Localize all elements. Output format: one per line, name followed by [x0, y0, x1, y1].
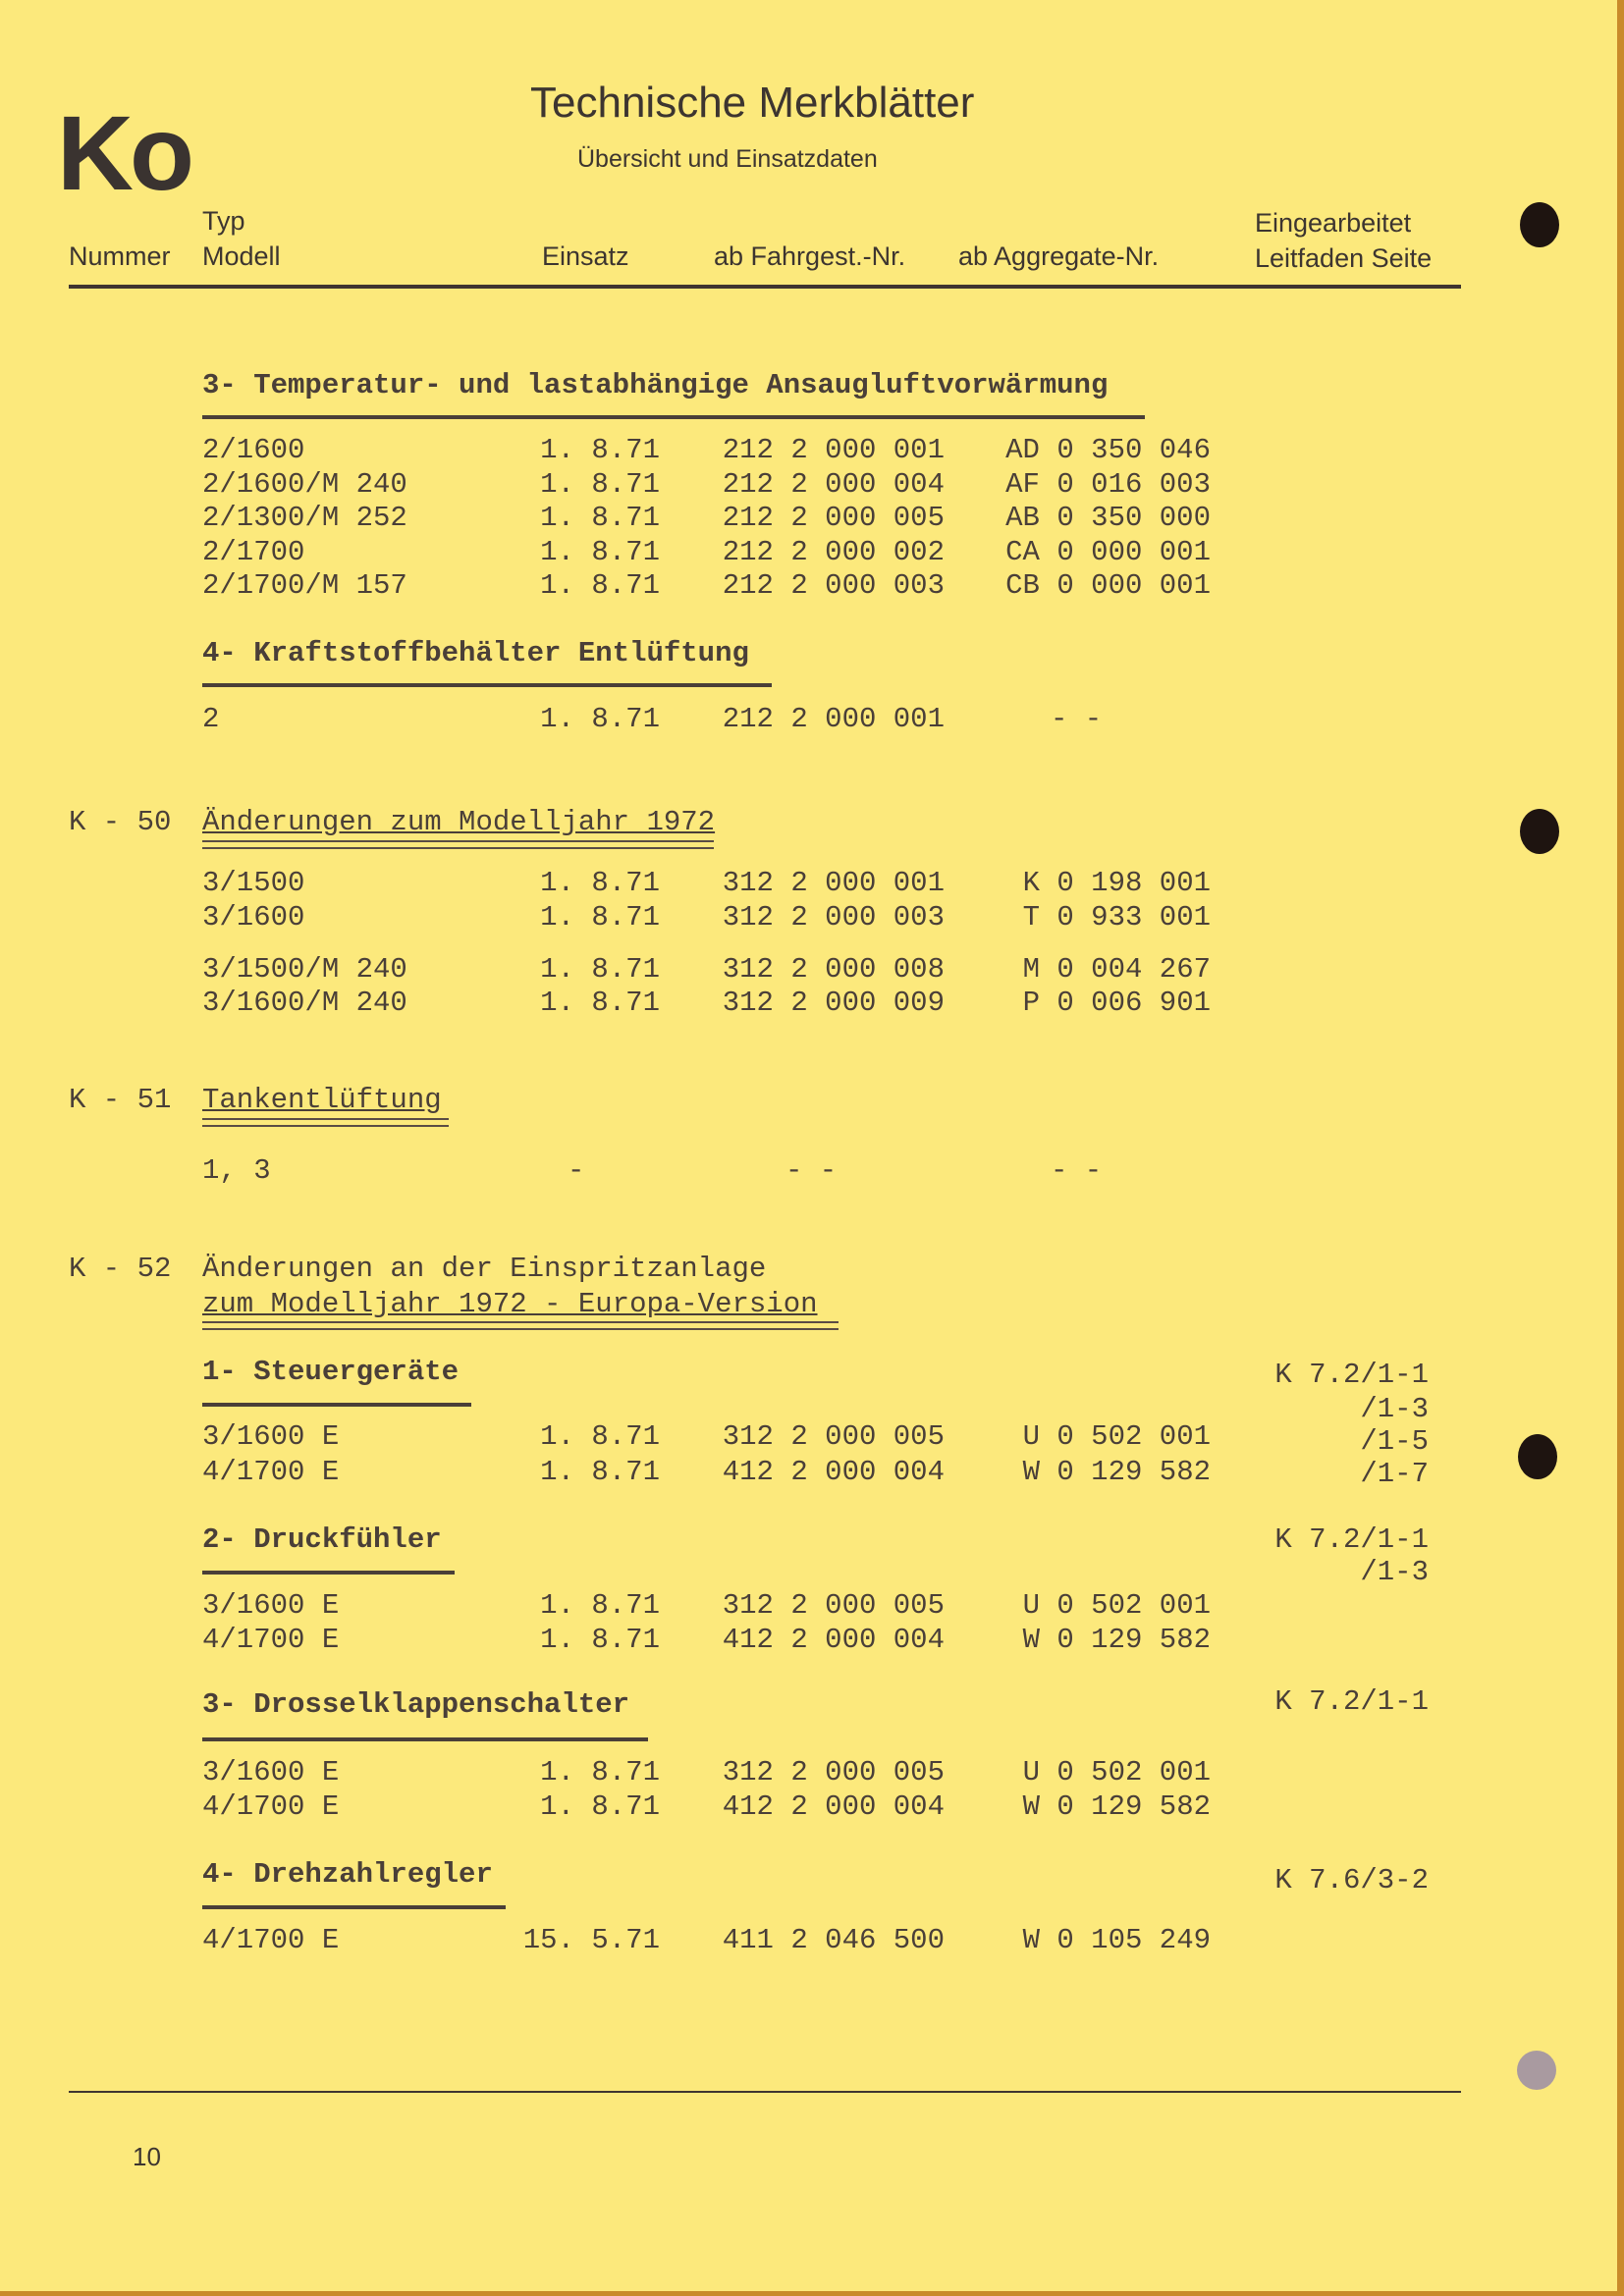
section-double-underline: [202, 1118, 449, 1127]
cell-fahrgest: 312 2 000 001: [722, 867, 945, 899]
section-heading: zum Modelljahr 1972 - Europa-Version: [202, 1288, 818, 1320]
cell-typ: 2/1600: [202, 434, 305, 466]
cell-fahrgest: 312 2 000 008: [722, 953, 945, 986]
cell-fahrgest: 212 2 000 003: [722, 569, 945, 602]
cell-aggregate: U 0 502 001: [1022, 1589, 1211, 1622]
cell-aggregate: - -: [1051, 703, 1103, 735]
section-underline: [202, 1737, 648, 1741]
cell-typ: 3/1500/M 240: [202, 953, 407, 986]
section-heading: 4- Drehzahlregler: [202, 1858, 493, 1891]
page-number: 10: [133, 2142, 161, 2171]
cell-aggregate: CA 0 000 001: [1005, 536, 1211, 568]
cell-aggregate: W 0 129 582: [1022, 1624, 1211, 1656]
cell-einsatz: 15. 5.71: [522, 1924, 660, 1956]
section-underline: [202, 1403, 471, 1407]
cell-typ: 3/1600 E: [202, 1589, 340, 1622]
leitfaden-ref: /1-3: [1360, 1556, 1429, 1588]
punch-hole: [1517, 2051, 1556, 2090]
section-heading: 3- Drosselklappenschalter: [202, 1688, 630, 1721]
cell-typ: 2/1700: [202, 536, 305, 568]
cell-einsatz: 1. 8.71: [540, 1589, 660, 1622]
section-underline: [202, 415, 1145, 419]
cell-einsatz: 1. 8.71: [540, 1456, 660, 1488]
cell-aggregate: M 0 004 267: [1022, 953, 1211, 986]
cell-aggregate: P 0 006 901: [1022, 987, 1211, 1019]
col-header-fahrgest: ab Fahrgest.-Nr.: [714, 241, 906, 271]
cell-typ: 3/1500: [202, 867, 305, 899]
section-heading: 1- Steuergeräte: [202, 1356, 460, 1388]
col-header-aggregate: ab Aggregate-Nr.: [958, 241, 1160, 271]
cell-typ: 3/1600/M 240: [202, 987, 407, 1019]
cell-einsatz: 1. 8.71: [540, 987, 660, 1019]
cell-fahrgest: 312 2 000 005: [722, 1756, 945, 1789]
leitfaden-ref: K 7.6/3-2: [1274, 1864, 1429, 1896]
section-heading: Änderungen zum Modelljahr 1972: [202, 806, 716, 838]
cell-aggregate: CB 0 000 001: [1005, 569, 1211, 602]
cell-aggregate: W 0 129 582: [1022, 1790, 1211, 1823]
section-double-underline: [202, 840, 714, 849]
cell-fahrgest: 312 2 000 005: [722, 1420, 945, 1453]
footer-rule: [69, 2091, 1461, 2093]
cell-fahrgest: 212 2 000 005: [722, 502, 945, 534]
cell-typ: 4/1700 E: [202, 1790, 340, 1823]
cell-aggregate: K 0 198 001: [1022, 867, 1211, 899]
leitfaden-ref: /1-5: [1360, 1425, 1429, 1458]
cell-fahrgest: 312 2 000 009: [722, 987, 945, 1019]
cell-typ: 3/1600 E: [202, 1756, 340, 1789]
cell-einsatz: 1. 8.71: [540, 569, 660, 602]
leitfaden-ref: K 7.2/1-1: [1274, 1523, 1429, 1556]
cell-typ: 4/1700 E: [202, 1456, 340, 1488]
cell-einsatz: 1. 8.71: [540, 867, 660, 899]
cell-einsatz: 1. 8.71: [540, 1420, 660, 1453]
punch-hole: [1518, 1434, 1557, 1479]
cell-einsatz: 1. 8.71: [540, 901, 660, 934]
cell-einsatz: 1. 8.71: [540, 953, 660, 986]
section-heading: 2- Druckfühler: [202, 1523, 442, 1556]
col-header-nummer: Nummer: [69, 241, 171, 271]
section-underline: [202, 1571, 455, 1575]
cell-typ: 2/1700/M 157: [202, 569, 407, 602]
cell-fahrgest: 212 2 000 001: [722, 434, 945, 466]
section-heading: 3- Temperatur- und lastabhängige Ansaugluftvorwärmung: [202, 369, 1109, 401]
cell-einsatz: -: [568, 1154, 585, 1187]
col-header-leitfaden: Leitfaden Seite: [1255, 243, 1433, 273]
cell-fahrgest: - -: [785, 1154, 838, 1187]
cell-typ: 4/1700 E: [202, 1924, 340, 1956]
cell-typ: 3/1600: [202, 901, 305, 934]
cell-typ: 2/1600/M 240: [202, 468, 407, 501]
cell-aggregate: W 0 129 582: [1022, 1456, 1211, 1488]
section-underline: [202, 1905, 506, 1909]
cell-einsatz: 1. 8.71: [540, 1790, 660, 1823]
col-header-eingearbeitet: Eingearbeitet: [1255, 208, 1412, 238]
cell-aggregate: AB 0 350 000: [1005, 502, 1211, 534]
cell-einsatz: 1. 8.71: [540, 434, 660, 466]
col-header-modell: Modell: [202, 241, 281, 271]
cell-typ: 4/1700 E: [202, 1624, 340, 1656]
section-heading: Tankentlüftung: [202, 1084, 442, 1116]
entry-number: K - 52: [69, 1253, 172, 1285]
cell-aggregate: W 0 105 249: [1022, 1924, 1211, 1956]
leitfaden-ref: K 7.2/1-1: [1274, 1359, 1429, 1391]
cell-fahrgest: 312 2 000 005: [722, 1589, 945, 1622]
section-underline: [202, 683, 772, 687]
cell-fahrgest: 212 2 000 004: [722, 468, 945, 501]
section-heading: Änderungen an der Einspritzanlage: [202, 1253, 767, 1285]
punch-hole: [1520, 809, 1559, 854]
col-header-einsatz: Einsatz: [542, 241, 629, 271]
cell-fahrgest: 212 2 000 002: [722, 536, 945, 568]
cell-einsatz: 1. 8.71: [540, 1756, 660, 1789]
section-double-underline: [202, 1321, 839, 1330]
cell-einsatz: 1. 8.71: [540, 703, 660, 735]
cell-typ: 3/1600 E: [202, 1420, 340, 1453]
cell-fahrgest: 412 2 000 004: [722, 1624, 945, 1656]
cell-einsatz: 1. 8.71: [540, 1624, 660, 1656]
logo-ko: Ko: [57, 93, 190, 212]
leitfaden-ref: /1-7: [1360, 1458, 1429, 1490]
page-subtitle: Übersicht und Einsatzdaten: [577, 145, 878, 173]
cell-aggregate: AD 0 350 046: [1005, 434, 1211, 466]
cell-aggregate: U 0 502 001: [1022, 1756, 1211, 1789]
cell-einsatz: 1. 8.71: [540, 468, 660, 501]
cell-fahrgest: 412 2 000 004: [722, 1790, 945, 1823]
cell-typ: 2: [202, 703, 220, 735]
cell-aggregate: U 0 502 001: [1022, 1420, 1211, 1453]
cell-fahrgest: 412 2 000 004: [722, 1456, 945, 1488]
leitfaden-ref: /1-3: [1360, 1393, 1429, 1425]
cell-aggregate: - -: [1051, 1154, 1103, 1187]
entry-number: K - 50: [69, 806, 172, 838]
cell-fahrgest: 312 2 000 003: [722, 901, 945, 934]
header-rule: [69, 285, 1461, 289]
cell-typ: 1, 3: [202, 1154, 271, 1187]
col-header-typ: Typ: [202, 206, 245, 236]
cell-fahrgest: 212 2 000 001: [722, 703, 945, 735]
cell-aggregate: AF 0 016 003: [1005, 468, 1211, 501]
section-heading: 4- Kraftstoffbehälter Entlüftung: [202, 637, 749, 669]
cell-fahrgest: 411 2 046 500: [722, 1924, 945, 1956]
page-title: Technische Merkblätter: [530, 79, 975, 127]
cell-aggregate: T 0 933 001: [1022, 901, 1211, 934]
cell-einsatz: 1. 8.71: [540, 502, 660, 534]
leitfaden-ref: K 7.2/1-1: [1274, 1685, 1429, 1718]
entry-number: K - 51: [69, 1084, 172, 1116]
cell-typ: 2/1300/M 252: [202, 502, 407, 534]
punch-hole: [1520, 202, 1559, 247]
cell-einsatz: 1. 8.71: [540, 536, 660, 568]
